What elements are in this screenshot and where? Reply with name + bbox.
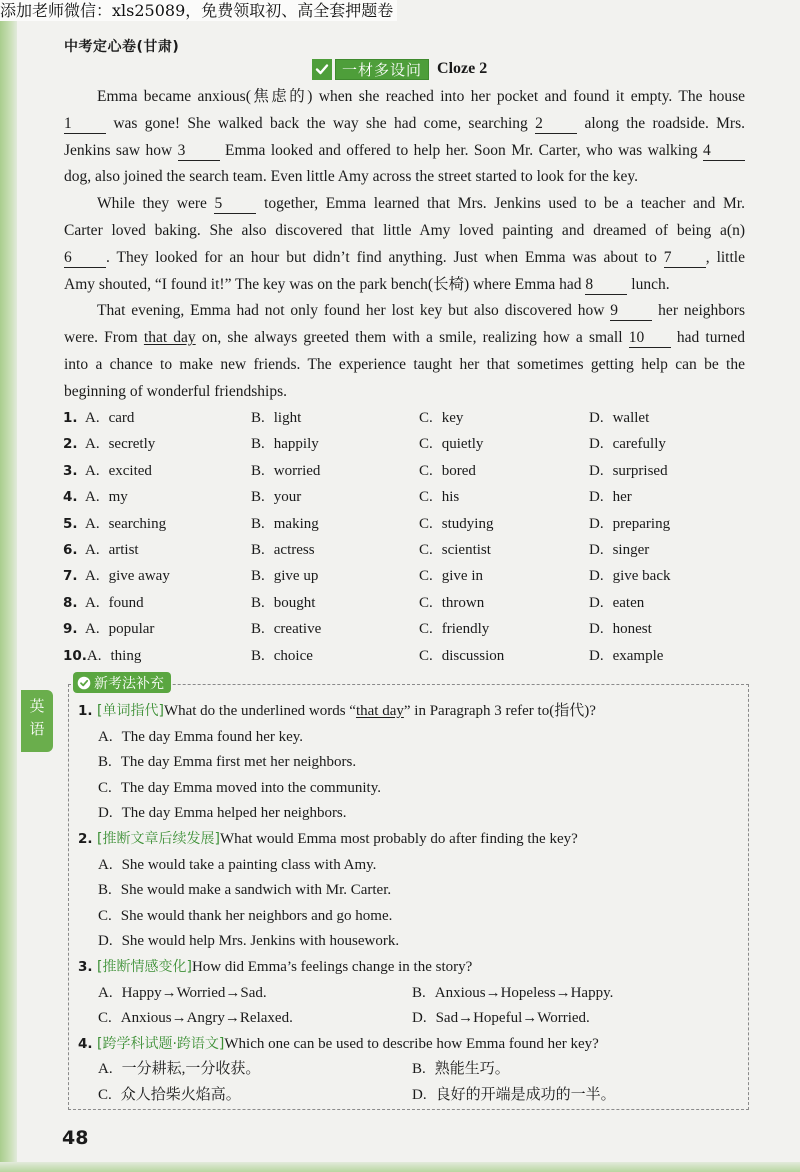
passage-text: beginning of wonderful friendships. [64,382,287,400]
option-letter: D. [98,805,113,822]
passage-line [64,164,745,191]
option-text: example [612,647,664,664]
option-text: searching [108,515,167,532]
option-c [419,616,589,642]
passage-text: lunch. [627,275,670,293]
question-number: 10. [63,647,87,664]
option-letter: A. [98,728,113,745]
passage-text: were. From [64,329,144,347]
option-b [412,981,743,1007]
option-letter: B. [412,1061,426,1078]
option-letter: A. [98,1061,113,1078]
option-letter: D. [589,436,604,453]
question-type-label: [单词指代] [97,703,164,719]
option-text: artist [108,541,139,558]
option-c [419,590,589,616]
passage-line [64,298,745,325]
option-a [98,725,743,751]
option-text: found [108,594,144,611]
option-a [63,590,251,616]
passage-text: Emma looked and offered to help her. Soon Mr. Carter, who was walking [219,141,703,159]
option-c [98,1006,412,1032]
passage-text: While they were [97,195,215,213]
option-letter: D. [98,933,113,950]
cloze-option-row [63,616,763,642]
option-text: discussion [441,647,505,664]
option-letter: B. [412,984,426,1001]
option-letter: A. [85,462,100,479]
option-text: my [108,489,128,506]
question-text: How did Emma’s feelings change in the story? [191,958,473,975]
option-letter: B. [251,410,265,426]
option-letter: D. [589,489,604,506]
option-letter: A. [85,436,100,453]
cloze-blank-8: 8 [585,276,627,295]
passage-text: along the roadside. Mrs. [577,114,746,132]
option-b [412,1057,743,1083]
option-row [78,750,743,776]
check-circle-icon [77,676,91,690]
option-c [419,484,589,510]
new-question-tag-label: 新考法补充 [94,675,164,692]
option-letter: D. [589,410,604,426]
option-c [98,776,743,802]
option-b [98,750,743,776]
option-b [251,616,419,642]
option-text: singer [612,541,650,558]
option-text: thrown [441,594,485,611]
section-title [312,58,487,80]
option-letter: B. [251,621,265,638]
cloze-option-row [63,643,763,669]
option-letter: D. [412,1086,427,1103]
cloze-title: Cloze 2 [437,60,488,77]
option-row [78,853,743,879]
cloze-blank-7: 7 [664,249,706,268]
option-text: give away [108,568,170,585]
passage-text: Carter loved baking. She also discovered that little Amy loved painting and dreamed of being a(n) [64,221,745,239]
option-letter: A. [98,856,113,873]
option-text: 良好的开端是成功的一半。 [435,1086,616,1103]
passage-line [64,218,745,245]
option-text: creative [273,621,322,638]
question-number: 3. [78,958,93,975]
option-text: She would thank her neighbors and go home. [120,907,393,924]
question-stem [78,1032,743,1058]
option-a [98,1057,412,1083]
option-row [78,776,743,802]
passage-text: Amy shouted, “I found it!” The key was on the park bench(长椅) where Emma had [64,275,586,293]
option-row [78,981,743,1007]
option-b [251,458,419,484]
option-text: popular [108,621,155,638]
option-a [98,853,743,879]
cloze-blank-1: 1 [64,115,106,134]
option-letter: D. [589,594,604,611]
option-letter: C. [419,647,433,664]
option-text: She would help Mrs. Jenkins with housework. [121,933,400,950]
question-number: 1. [63,410,78,426]
passage-text: on, she always greeted them with a smile, realizing how a small [195,329,629,347]
option-row [78,725,743,751]
option-letter: A. [85,621,100,638]
option-text: his [441,489,460,506]
option-d [589,590,763,616]
option-letter: B. [251,568,265,585]
cloze-option-row [63,431,763,457]
option-d [589,616,763,642]
option-letter: A. [86,647,102,664]
option-row [78,878,743,904]
option-d [412,1083,743,1109]
option-text: actress [273,541,315,558]
option-a [63,616,251,642]
option-letter: D. [589,462,604,479]
option-letter: D. [412,1010,427,1027]
section-badge: 一材多设问 [335,59,429,80]
question-number: 7. [63,568,78,585]
option-d [589,431,763,457]
option-letter: C. [98,779,112,796]
option-b [251,405,419,431]
option-letter: C. [419,594,433,611]
new-question [78,827,743,955]
cloze-option-row [63,484,763,510]
option-c [419,537,589,563]
option-text: 众人拾柴火焰高。 [120,1086,241,1103]
option-d [589,484,763,510]
passage-text: That evening, Emma had not only found her lost key but also discovered how [97,302,611,320]
option-text: The day Emma found her key. [121,728,304,745]
option-row [78,904,743,930]
option-text: Anxious→Angry→Relaxed. [120,1010,293,1027]
option-letter: B. [251,541,265,558]
option-letter: B. [251,515,265,532]
option-text: secretly [108,436,156,453]
question-number: 2. [78,830,93,847]
passage-line [64,352,745,379]
option-text: The day Emma helped her neighbors. [121,805,347,822]
cloze-option-row [63,563,763,589]
option-a [63,405,251,431]
question-type-label: [推断文章后续发展] [97,830,220,847]
option-letter: D. [589,515,604,532]
option-letter: D. [589,621,604,638]
option-b [98,878,743,904]
question-type-label: [跨学科试题·跨语文] [97,1035,225,1052]
passage-text: dog, also joined the search team. Even little Amy across the street started to look for the key. [64,168,639,186]
question-text: What do the underlined words “ [163,703,356,719]
option-letter: C. [98,907,112,924]
passage-line [64,191,745,218]
passage-line [64,111,745,138]
option-letter: C. [419,489,433,506]
cloze-blank-2: 2 [535,115,577,134]
option-c [98,1083,412,1109]
book-title: 中考定心卷(甘肃) [64,39,180,55]
option-letter: C. [419,621,433,638]
option-letter: A. [85,594,100,611]
option-text: give back [612,568,671,585]
option-c [419,458,589,484]
new-question [78,955,743,1032]
option-letter: C. [98,1086,112,1103]
option-d [589,563,763,589]
option-letter: D. [589,647,604,664]
subject-label: 英语 [27,698,46,744]
option-text: bought [273,594,316,611]
option-text: surprised [612,462,668,479]
option-letter: B. [251,489,265,506]
page-bottom-strip [0,1162,800,1172]
option-letter: D. [589,568,604,585]
passage-text: together, Emma learned that Mrs. Jenkins used to be a teacher and Mr. [256,195,745,213]
option-text: 一分耕耘,一分收获。 [121,1061,261,1078]
option-text: quietly [441,436,484,453]
option-text: The day Emma moved into the community. [120,779,381,796]
option-b [251,537,419,563]
option-c [419,511,589,537]
option-text: thing [110,647,142,664]
option-b [251,590,419,616]
option-a [63,563,251,589]
passage-text: her neighbors [652,302,745,320]
question-stem [78,827,743,853]
option-letter: A. [85,541,100,558]
option-row [78,929,743,955]
option-letter: A. [85,410,100,426]
option-text: wallet [612,410,650,426]
question-text: ” in Paragraph 3 refer to(指代)? [403,703,596,719]
option-a [63,484,251,510]
page-edge-strip [0,20,17,1172]
option-d [98,929,743,955]
question-number: 6. [63,541,78,558]
option-letter: C. [419,436,433,453]
option-text: The day Emma first met her neighbors. [120,754,357,771]
option-letter: B. [98,882,112,899]
page-number: 48 [62,1127,89,1149]
option-text: happily [273,436,319,453]
new-question-list [78,699,743,1109]
option-row [78,1057,743,1083]
passage-paragraph [64,298,745,405]
cloze-blank-3: 3 [178,142,220,161]
option-letter: A. [85,515,100,532]
new-question [78,699,743,827]
new-question-tag [73,672,171,693]
option-a [63,643,251,669]
passage-paragraph [64,84,745,191]
cloze-blank-10: 10 [629,329,671,348]
option-row [78,1006,743,1032]
question-type-label: [推断情感变化] [97,958,192,975]
passage-line [64,272,745,299]
question-number: 8. [63,594,78,611]
question-stem [78,955,743,981]
option-d [589,643,763,669]
passage-text: Jenkins saw how [64,141,178,159]
option-letter: C. [419,568,433,585]
option-letter: C. [419,462,433,479]
option-text: light [273,410,302,426]
option-letter: D. [589,541,604,558]
question-number: 4. [78,1035,93,1052]
passage-text: into a chance to make new friends. The experience taught her that sometimes getting help can be the [64,355,745,373]
option-a [63,511,251,537]
option-c [419,643,589,669]
option-letter: A. [98,984,113,1001]
option-text: give in [441,568,484,585]
cloze-options [63,405,763,669]
passage-line [64,245,745,272]
option-d [589,405,763,431]
option-text: studying [441,515,494,532]
question-number: 9. [63,621,78,638]
passage-line [64,379,745,406]
cloze-option-row [63,590,763,616]
passage-text: was gone! She walked back the way she had come, searching [106,114,536,132]
question-text: What would Emma most probably do after finding the key? [219,830,578,847]
option-row [78,1083,743,1109]
option-letter: C. [98,1010,112,1027]
option-text: preparing [612,515,671,532]
option-a [63,458,251,484]
option-text: choice [273,647,313,664]
underlined-phrase: that day [143,329,196,347]
passage-line [64,325,745,352]
option-text: Happy→Worried→Sad. [121,984,267,1001]
option-letter: B. [251,462,265,479]
cloze-passage [64,84,745,406]
option-d [412,1006,743,1032]
cloze-blank-4: 4 [703,142,745,161]
question-number: 5. [63,515,78,532]
passage-text: . They looked for an hour but didn’t find anything. Just when Emma was about to [106,248,664,266]
option-d [589,537,763,563]
subject-side-tab [21,690,53,752]
option-letter: B. [251,647,265,664]
option-text: card [108,410,135,426]
option-text: worried [273,462,321,479]
watermark-text: 添加老师微信：xls25089，免费领取初、高全套押题卷 [0,0,397,21]
option-text: eaten [612,594,645,611]
option-text: your [273,489,302,506]
option-letter: B. [251,436,265,453]
option-d [589,458,763,484]
option-letter: C. [419,410,433,426]
option-letter: C. [419,515,433,532]
option-letter: B. [98,754,112,771]
option-text: Sad→Hopeful→Worried. [435,1010,590,1027]
cloze-blank-6: 6 [64,249,106,268]
cloze-blank-5: 5 [214,195,256,214]
option-text: carefully [612,436,666,453]
option-b [251,563,419,589]
option-b [251,511,419,537]
option-text: scientist [441,541,491,558]
option-b [251,643,419,669]
passage-paragraph [64,191,745,298]
option-letter: A. [85,489,100,506]
option-b [251,484,419,510]
passage-text: , little [705,248,745,266]
option-text: making [273,515,319,532]
option-text: key [441,410,464,426]
option-b [251,431,419,457]
option-a [63,537,251,563]
question-text: Which one can be used to describe how Emma found her key? [224,1035,599,1052]
option-a [63,431,251,457]
option-row [78,801,743,827]
question-number: 2. [63,436,78,453]
cloze-blank-9: 9 [610,302,652,321]
option-d [589,511,763,537]
question-number: 1. [78,703,93,719]
option-text: give up [273,568,319,585]
question-stem [78,699,743,725]
cloze-option-row [63,511,763,537]
passage-line [64,138,745,165]
option-d [98,801,743,827]
option-text: Anxious→Hopeless→Happy. [434,984,614,1001]
underlined-phrase: that day [355,703,404,719]
check-icon [312,59,332,80]
option-a [98,981,412,1007]
option-c [419,563,589,589]
option-text: 熟能生巧。 [434,1061,510,1078]
option-c [419,405,589,431]
option-text: excited [108,462,152,479]
passage-text: Emma became anxious(焦虑的) when she reached into her pocket and found it empty. The house [97,88,745,105]
passage-line [64,84,745,111]
option-letter: C. [419,541,433,558]
question-number: 4. [63,489,78,506]
option-text: her [612,489,632,506]
cloze-option-row [63,458,763,484]
option-text: She would make a sandwich with Mr. Carter. [120,882,392,899]
option-text: friendly [441,621,490,638]
cloze-option-row [63,537,763,563]
cloze-option-row [63,405,763,431]
option-letter: A. [85,568,100,585]
option-text: honest [612,621,652,638]
question-number: 3. [63,462,78,479]
passage-text: had turned [670,329,745,347]
option-letter: B. [251,594,265,611]
option-c [98,904,743,930]
option-c [419,431,589,457]
option-text: bored [441,462,476,479]
new-question [78,1032,743,1109]
option-text: She would take a painting class with Amy. [121,856,377,873]
